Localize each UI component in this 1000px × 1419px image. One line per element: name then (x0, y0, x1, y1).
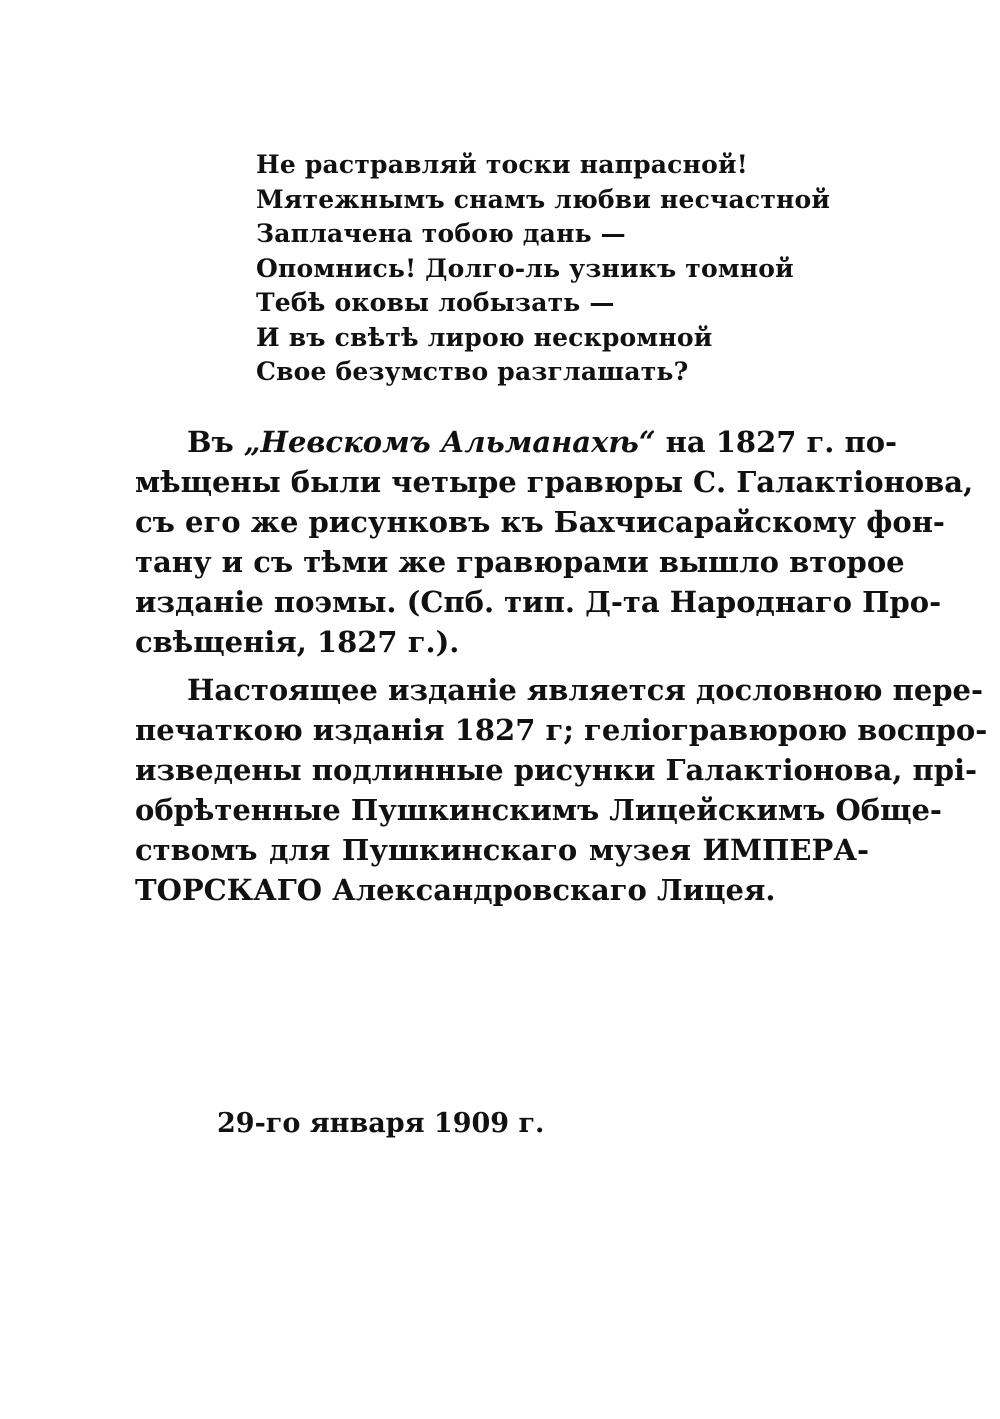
paragraph-nevsky-almanac (135, 422, 974, 662)
poem-line: Тебѣ оковы лобызать — (256, 288, 615, 317)
text-fragment: Въ (187, 425, 244, 459)
paragraph-present-edition (135, 670, 988, 910)
poem-line: И въ свѣтѣ лирою нескромной (256, 322, 713, 352)
publication-date: 29-го января 1909 г. (217, 1108, 545, 1139)
poem-line: Заплачена тобою дань — (256, 219, 626, 248)
text-fragment: на 1827 г. по- (655, 425, 898, 459)
poem-line: Не растравляй тоски напрасной! (256, 150, 748, 179)
poem-line: Опомнись! Долго-ль узникъ томной (256, 253, 794, 283)
almanac-title: „Невскомъ Альманахѣ“ (243, 425, 656, 459)
poem-line: Мятежнымъ снамъ любви несчастной (256, 184, 831, 214)
paragraph-line: печаткою изданія 1827 г; геліогравюрою воспро- (135, 713, 988, 747)
paragraph-line: обрѣтенные Пушкинскимъ Лицейскимъ Обще- (135, 793, 942, 827)
paragraph-line: Настоящее изданіе является дословною пере- (187, 673, 984, 707)
poem-line: Свое безумство разглашать? (256, 357, 689, 386)
paragraph-line: мѣщены были четыре гравюры С. Галактіонова, (135, 465, 974, 499)
paragraph-line (187, 422, 898, 462)
paragraph-line: ТОРСКАГО Александровскаго Лицея. (135, 873, 776, 907)
paragraph-line: изведены подлинные рисунки Галактіонова, прі- (135, 753, 978, 787)
paragraph-line: тану и съ тѣми же гравюрами вышло второе (135, 545, 905, 579)
poem-epigraph (256, 148, 831, 390)
paragraph-line: свѣщенія, 1827 г.). (135, 625, 460, 659)
paragraph-line: съ его же рисунковъ къ Бахчисарайскому фон- (135, 505, 945, 539)
paragraph-line: ствомъ для Пушкинскаго музея ИМПЕРА- (135, 833, 869, 867)
paragraph-line: изданіе поэмы. (Спб. тип. Д-та Народнаго Про- (135, 585, 942, 619)
